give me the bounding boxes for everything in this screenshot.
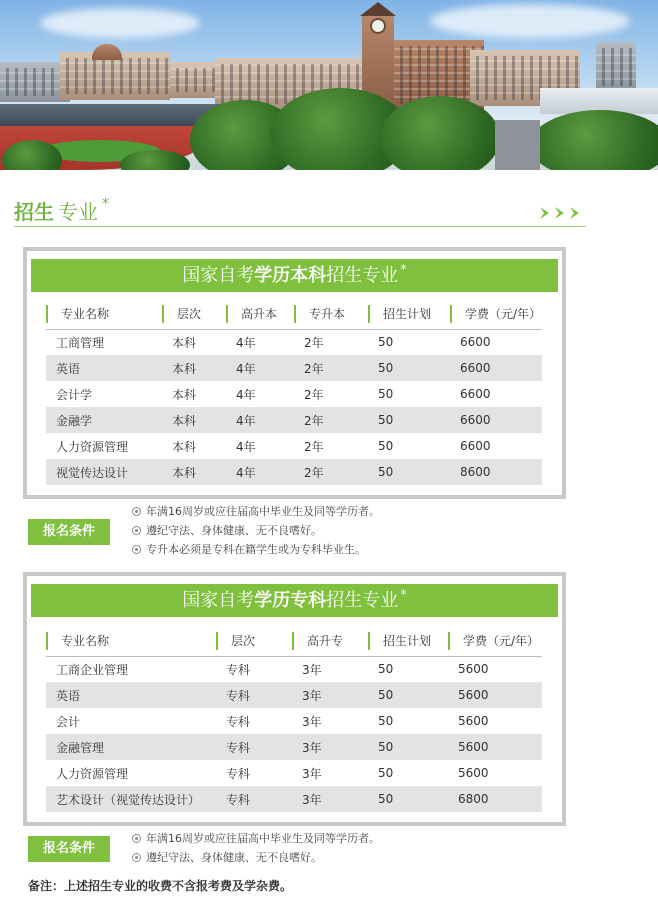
table-cell: 3年	[292, 682, 368, 708]
table-cell: 6600	[450, 381, 542, 407]
heading-star: *	[400, 588, 407, 603]
table-cell: 3年	[292, 786, 368, 812]
table-row	[46, 381, 542, 407]
column-header: 专业名称	[46, 299, 162, 329]
column-header: 学费（元/年）	[448, 626, 542, 656]
heading-bold: 学历本科	[254, 265, 327, 286]
table-cell: 本科	[162, 433, 226, 459]
table-cell: 专科	[216, 708, 292, 734]
circle-bullet-icon	[132, 526, 141, 535]
table-cell: 金融管理	[46, 734, 216, 760]
section-title-strong: 招生	[14, 200, 54, 224]
table-cell: 2年	[294, 381, 368, 407]
table-row	[46, 682, 542, 708]
table-cell: 50	[368, 786, 448, 812]
college-conditions-list	[132, 829, 380, 867]
table-cell: 4年	[226, 381, 294, 407]
college-panel-heading	[31, 584, 558, 617]
table-cell: 人力资源管理	[46, 433, 162, 459]
table-cell: 专科	[216, 656, 292, 682]
table-cell: 50	[368, 682, 448, 708]
table-row	[46, 656, 542, 682]
table-cell: 50	[368, 459, 450, 485]
table-row	[46, 329, 542, 355]
column-header: 专升本	[294, 299, 368, 329]
heading-prefix: 国家自考	[182, 265, 255, 286]
table-cell: 专科	[216, 760, 292, 786]
table-cell: 2年	[294, 459, 368, 485]
table-cell: 3年	[292, 734, 368, 760]
table-cell: 英语	[46, 682, 216, 708]
circle-bullet-icon	[132, 853, 141, 862]
undergrad-panel-heading	[31, 259, 558, 292]
table-cell: 8600	[450, 459, 542, 485]
table-cell: 本科	[162, 459, 226, 485]
table-cell: 视觉传达设计	[46, 459, 162, 485]
circle-bullet-icon	[132, 834, 141, 843]
condition-item: 遵纪守法、身体健康、无不良嗜好。	[132, 521, 380, 540]
column-header: 专业名称	[46, 626, 216, 656]
column-header: 招生计划	[368, 299, 450, 329]
table-cell: 2年	[294, 329, 368, 355]
campus-banner-image	[0, 0, 658, 170]
table-cell: 5600	[448, 760, 542, 786]
table-cell: 2年	[294, 407, 368, 433]
table-cell: 4年	[226, 433, 294, 459]
table-cell: 6600	[450, 407, 542, 433]
heading-bold: 学历专科	[254, 590, 327, 611]
condition-item: 年满16周岁或应往届高中毕业生及同等学历者。	[132, 502, 380, 521]
table-cell: 50	[368, 329, 450, 355]
heading-prefix: 国家自考	[182, 590, 255, 611]
table-cell: 艺术设计（视觉传达设计）	[46, 786, 216, 812]
undergrad-majors-table	[46, 299, 542, 485]
section-title-star: *	[102, 196, 109, 212]
table-cell: 3年	[292, 760, 368, 786]
table-row	[46, 786, 542, 812]
table-cell: 4年	[226, 329, 294, 355]
table-cell: 本科	[162, 381, 226, 407]
table-cell: 工商企业管理	[46, 656, 216, 682]
table-cell: 4年	[226, 459, 294, 485]
table-cell: 5600	[448, 734, 542, 760]
table-cell: 6600	[450, 433, 542, 459]
table-cell: 3年	[292, 656, 368, 682]
undergrad-conditions-label: 报名条件	[28, 519, 110, 545]
table-cell: 会计	[46, 708, 216, 734]
table-cell: 专科	[216, 682, 292, 708]
table-cell: 50	[368, 407, 450, 433]
table-cell: 本科	[162, 355, 226, 381]
table-cell: 6600	[450, 329, 542, 355]
table-row	[46, 407, 542, 433]
section-divider	[14, 226, 586, 227]
table-cell: 本科	[162, 407, 226, 433]
table-row	[46, 760, 542, 786]
table-cell: 英语	[46, 355, 162, 381]
table-cell: 本科	[162, 329, 226, 355]
triple-chevron-icon	[540, 204, 588, 222]
table-cell: 人力资源管理	[46, 760, 216, 786]
table-cell: 5600	[448, 656, 542, 682]
table-row	[46, 734, 542, 760]
column-header: 层次	[216, 626, 292, 656]
section-title	[14, 196, 109, 228]
column-header: 招生计划	[368, 626, 448, 656]
table-row	[46, 459, 542, 485]
footnote: 备注：上述招生专业的收费不含报考费及学杂费。	[28, 879, 293, 893]
table-row	[46, 433, 542, 459]
table-cell: 50	[368, 355, 450, 381]
heading-suffix: 招生专业	[326, 590, 399, 611]
table-cell: 50	[368, 656, 448, 682]
table-cell: 6600	[450, 355, 542, 381]
heading-suffix: 招生专业	[326, 265, 399, 286]
table-cell: 50	[368, 734, 448, 760]
column-header: 高升专	[292, 626, 368, 656]
table-cell: 金融学	[46, 407, 162, 433]
undergrad-conditions-list	[132, 502, 380, 559]
table-row	[46, 355, 542, 381]
table-cell: 50	[368, 381, 450, 407]
table-cell: 50	[368, 760, 448, 786]
table-cell: 专科	[216, 734, 292, 760]
condition-item: 年满16周岁或应往届高中毕业生及同等学历者。	[132, 829, 380, 848]
table-cell: 50	[368, 433, 450, 459]
heading-star: *	[400, 263, 407, 278]
column-header: 学费（元/年）	[450, 299, 542, 329]
table-cell: 工商管理	[46, 329, 162, 355]
condition-item: 遵纪守法、身体健康、无不良嗜好。	[132, 848, 380, 867]
circle-bullet-icon	[132, 507, 141, 516]
condition-item: 专升本必须是专科在籍学生或为专科毕业生。	[132, 540, 380, 559]
table-cell: 2年	[294, 433, 368, 459]
table-cell: 2年	[294, 355, 368, 381]
circle-bullet-icon	[132, 545, 141, 554]
column-header: 层次	[162, 299, 226, 329]
table-cell: 4年	[226, 407, 294, 433]
column-header: 高升本	[226, 299, 294, 329]
table-cell: 5600	[448, 682, 542, 708]
table-cell: 5600	[448, 708, 542, 734]
table-cell: 专科	[216, 786, 292, 812]
table-cell: 4年	[226, 355, 294, 381]
college-majors-table	[46, 626, 542, 812]
table-row	[46, 708, 542, 734]
table-cell: 50	[368, 708, 448, 734]
table-header-row	[46, 626, 542, 656]
section-title-normal: 专业	[58, 200, 98, 224]
table-cell: 6800	[448, 786, 542, 812]
college-conditions-label: 报名条件	[28, 836, 110, 862]
table-header-row	[46, 299, 542, 329]
table-cell: 会计学	[46, 381, 162, 407]
table-cell: 3年	[292, 708, 368, 734]
